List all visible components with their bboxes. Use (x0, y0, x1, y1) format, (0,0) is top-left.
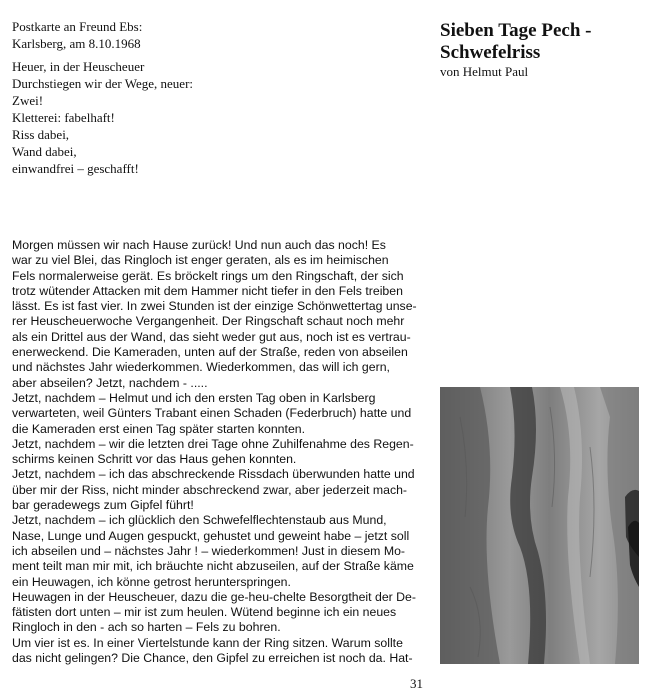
rock-face-image (440, 387, 639, 664)
poem-line: Postkarte an Freund Ebs: (12, 19, 143, 34)
body-line: ein Heuwagen, ich könne getrost herunterspringen. (12, 574, 291, 589)
body-line: enerweckend. Die Kameraden, unten auf der Straße, reden von abseilen (12, 345, 408, 360)
rock-wall-photo (440, 387, 639, 664)
body-line: das nicht gelingen? Die Chance, den Gipfel zu erreichen ist noch da. Hat- (12, 651, 413, 666)
body-line: bar geradewegs zum Gipfel führt! (12, 498, 194, 513)
poem-line: Karlsberg, am 8.10.1968 (12, 36, 141, 51)
body-line: rer Heuscheuerwoche Vergangenheit. Der Ringschaft schaut noch mehr (12, 314, 405, 329)
body-line: aber abseilen? Jetzt, nachdem - ..... (12, 375, 208, 390)
body-line: Jetzt, nachdem – ich glücklich den Schwefelflechtenstaub aus Mund, (12, 513, 387, 528)
poem-line: einwandfrei – geschafft! (12, 161, 139, 176)
body-line: Jetzt, nachdem – wir die letzten drei Tage ohne Zuhilfenahme des Regen- (12, 436, 414, 451)
body-line: als ein Drittel aus der Wand, das sieht weder gut aus, noch ist es vertrau- (12, 329, 411, 344)
author-byline: von Helmut Paul (440, 64, 529, 79)
body-line: trotz wütender Attacken mit dem Hammer nicht tiefer in den Fels treiben (12, 283, 403, 298)
body-line: verwarteten, weil Günters Trabant einen Schaden (Federbruch) hatte und (12, 406, 412, 421)
body-line: ich abseilen und – nächstes Jahr ! – wiederkommen! Just in diesem Mo- (12, 543, 406, 558)
article-title (440, 20, 650, 64)
body-line: Heuwagen in der Heuscheuer, dazu die ge-heu-chelte Besorgtheit der De- (12, 589, 416, 604)
body-line: Jetzt, nachdem – ich das abschreckende Rissdach überwunden hatte und (12, 467, 415, 482)
title-line: Schwefelriss (440, 42, 541, 63)
poem-line: Durchstiegen wir der Wege, neuer: (12, 76, 194, 91)
poem-block (12, 18, 312, 177)
body-line: Fels normalerweise gerät. Es bröckelt rings um den Ringschaft, der sich (12, 268, 404, 283)
body-line: die Kameraden erst einen Tag später starten konnten. (12, 421, 306, 436)
body-line: Um vier ist es. In einer Viertelstunde kann der Ring sitzen. Warum sollte (12, 635, 403, 650)
poem-line: Zwei! (12, 93, 44, 108)
title-line: Sieben Tage Pech - (440, 20, 592, 41)
body-line: fätisten dort unten – mir ist zum heulen. Wütend beginne ich ein neues (12, 605, 397, 620)
body-line: war zu viel Blei, das Ringloch ist enger geraten, als es im heimischen (12, 253, 389, 268)
body-line: Morgen müssen wir nach Hause zurück! Und nun auch das noch! Es (12, 238, 386, 252)
body-line: lässt. Es ist fast vier. In zwei Stunden ist der einzige Schönwettertag unse- (12, 299, 417, 314)
page-number: 31 (410, 676, 423, 691)
body-line: Nase, Lunge und Augen gespuckt, gehustet und geweint habe – jetzt soll (12, 528, 410, 543)
poem-line: Kletterei: fabelhaft! (12, 110, 115, 125)
body-line: schirms keinen Schritt vor das Haus gehen konnten. (12, 452, 297, 467)
body-line: Ringloch in den - ach so harten – Fels zu bohren. (12, 620, 281, 635)
body-line: ment teilt man mir mit, ich bräuchte nicht abzuseilen, auf der Straße käme (12, 559, 414, 574)
poem-line: Wand dabei, (12, 144, 77, 159)
body-line: und nächstes Jahr wiederkommen. Wiederkommen, das will ich gern, (12, 360, 390, 375)
body-line: Jetzt, nachdem – Helmut und ich den ersten Tag oben in Karlsberg (12, 390, 376, 405)
poem-line: Riss dabei, (12, 127, 70, 142)
poem-line: Heuer, in der Heuscheuer (12, 59, 145, 74)
body-line: über mir der Riss, nicht minder abschreckend zwar, aber jederzeit mach- (12, 482, 408, 497)
article-body (12, 238, 424, 666)
